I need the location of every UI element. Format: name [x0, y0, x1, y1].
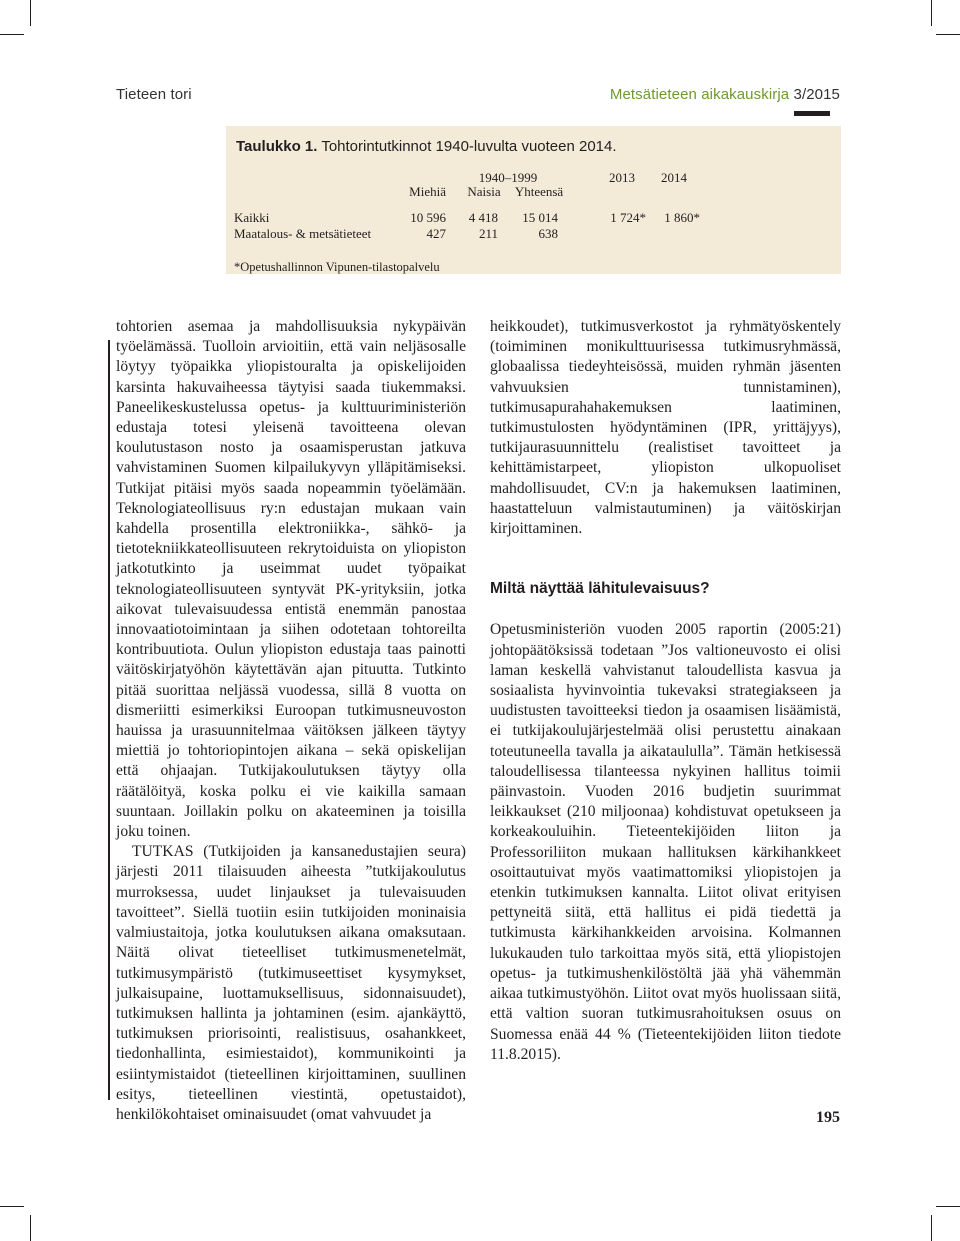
table-cell: 10 596 [410, 210, 446, 225]
left-column [116, 317, 466, 1125]
table-col-header: 2013 [609, 170, 635, 185]
body-paragraph: heikkoudet), tutkimusverkostot ja ryhmätyöskentely (toimiminen monikulttuurisessa tutkimusryhmässä, globaalissa tiedeyhteisössä, muiden ryhmän jäsenten vahvuuksien tunnistaminen), tutkimusapurahahakemuksen laatiminen, tutkimustulosten hyödyntäminen (IPR, yrittäjyys), tutkijaurasuunnittelu (realistiset tavoitteet ja kehittämistarpeet, yliopiston ulkopuoliset mahdollisuudet, CV:n ja hakemuksen laatiminen, haastatteluun valmistautuminen) ja väitöskirjan kirjoittaminen. [490, 318, 841, 538]
crop-mark [30, 0, 31, 26]
issue-number: 3/2015 [793, 86, 840, 103]
row-label: Maatalous- & metsätieteet [234, 226, 372, 241]
table-footnote: *Opetushallinnon Vipunen-tilastopalvelu [234, 260, 440, 274]
table-col-header: Yhteensä [514, 184, 564, 199]
table-cell: 1 860* [664, 210, 700, 225]
crop-mark [0, 1206, 24, 1207]
crop-mark [30, 1215, 31, 1241]
table-col-header: Miehiä [409, 184, 446, 199]
table-cell: 638 [538, 226, 558, 241]
table-cell: 15 014 [522, 210, 558, 225]
section-heading: Miltä näyttää lähitulevaisuus? [490, 580, 710, 598]
body-paragraph: Opetusministeriön vuoden 2005 raportin (2005:21) johtopäätöksissä todetaan ”Jos valtioneuvosto ei olisi laman keskellä vahvistanut taloudellista kasvua ja sosiaalista hyvinvointia tukevaksi strategiakseen ja uudistusten tavoitteeksi tiedon ja osaamisen lisäämistä, ei tutkijakoulujärjestelmää olisi perustettu ainakaan toteutuneella tavalla ja aikataululla”. Tämän hetkisessä taloudellisessa tilanteessa nykyinen hallitus toimii päinvastoin. Vuoden 2016 budjetin suurimmat leikkaukset (210 miljoonaa) kohdistuvat opetukseen ja korkeakouluihin. Tieteentekijöiden liiton ja Professoriliiton mukaan hallituksen kärkihankkeet osoittautuivat myös vaatimattomiksi yliopistojen ja etenkin tutkimuksen kannalta. Liitot olivat erityisen pettyneitä siitä, että hallitus ei pidä tiedettä ja tutkimusta kärkihankkeiden arvoisina. Kolmannen lukukauden tulo tarkoittaa myös sitä, että yliopistojen opetus- ja tutkimushenkilöstöltä jää yhä vähemmän aikaa tutkimustyöhön. Liitot ovat myös huolissaan siitä, että valtion suoran tutkimusrahoituksen osuus on Suomessa enää 44 % (Tieteentekijöiden liiton tiedote 11.8.2015). [490, 621, 841, 1063]
running-header-journal [610, 86, 840, 103]
table-title-label: Taulukko 1. [236, 138, 318, 155]
table-group-header: 1940–1999 [478, 170, 538, 185]
table-cell: 1 724* [610, 210, 646, 225]
journal-name: Metsätieteen aikakauskirja [609, 86, 790, 103]
header-rule [794, 111, 830, 116]
table-cell: 4 418 [468, 210, 498, 225]
right-column [490, 317, 841, 1065]
column-rule [108, 340, 110, 1100]
table-cell: 427 [426, 226, 446, 241]
table-col-header: Naisia [467, 184, 501, 199]
running-header-section: Tieteen tori [116, 86, 192, 103]
body-paragraph: TUTKAS (Tutkijoiden ja kansanedustajien seura) järjesti 2011 tilaisuuden aiheesta ”tutkijakoulutus murroksessa, uudet linjaukset ja tulevaisuuden tavoitteet”. Siellä tuotiin esiin tutkijoiden moninaisia valmiustaitoja, jotka koulutuksen aikana omaksutaan. Näitä olivat tieteelliset tutkimusmenetelmät, tutkimusympäristö (tutkimuseettiset kysymykset, julkaisupaine, luottamuksellisuus, sidonnaisuudet), tutkimuksen hallinta ja johtaminen (esim. ajankäyttö, tutkimuksen priorisointi, realistisuus, osahankkeet, tiedonhallinta, esimiestaidot), kommunikointi ja esiintymistaidot (tieteellinen kirjoittaminen, suullinen esitys, tieteellinen viestintä, opetustaidot), henkilökohtaiset ominaisuudet (omat vahvuudet ja [116, 843, 466, 1123]
row-label: Kaikki [234, 210, 270, 225]
crop-mark [936, 34, 960, 35]
doctorates-table [226, 126, 841, 274]
crop-mark [936, 1206, 960, 1207]
crop-mark [0, 34, 24, 35]
table-title-text: Tohtorintutkinnot 1940-luvulta vuoteen 2014. [317, 138, 617, 155]
crop-mark [931, 1215, 932, 1241]
page-number: 195 [816, 1109, 840, 1126]
crop-mark [931, 0, 932, 26]
table-col-header: 2014 [661, 170, 687, 185]
table-title [236, 138, 617, 155]
table-cell: 211 [478, 226, 498, 241]
body-paragraph: tohtorien asemaa ja mahdollisuuksia nykypäivän työelämässä. Tuolloin arvioitiin, että vain neljäsosalle löytyy työpaikka yliopistouralta ja opiskelijoiden karsinta hakuvaiheessa täytyisi saada tiukemmaksi. Paneelikeskustelussa opetus- ja kulttuuriministeriön edustaja totesi yleisenä tavoitteena olevan koulutustason nosto ja osaamisperustan jatkuva vahvistaminen Suomen kilpailukyvyn ylläpitämiseksi. Tutkijat pitäisi myös saada nopeammin työelämään. Teknologiateollisuus ry:n edustajan mukaan vain kahdella prosentilla elektroniikka-, sähkö- ja tietotekniikkateollisuuteen rekrytoiduista on yliopiston jatkotutkinto ja useimmat uudet työpaikat teknologiateollisuuteen syntyvät PK-yrityksiin, jotka aikovat tulevaisuudessa entistä enemmän panostaa innovaatiotoimintaan ja siihen odotetaan tohtoreilta kontribuutiota. Oulun yliopiston edustaja taas painotti väitöskirjatyöhön käytettävän ajan pituutta. Tutkinto pitää suorittaa neljässä vuodessa, sillä 8 vuotta on dismeriitti esimerkiksi Euroopan tutkimusneuvoston hauissa ja urasuunnitelmaa väitöksen jälkeen täytyy miettiä jo tohtoriopintojen aikana – sekä opiskelijan että ohjaajan. Tutkijakoulutuksen täytyy olla räätälöityä, koska polku ei vie kaikilla samaan suuntaan. Joillakin polku on akateeminen ja toisilla joku toinen. [116, 318, 466, 841]
